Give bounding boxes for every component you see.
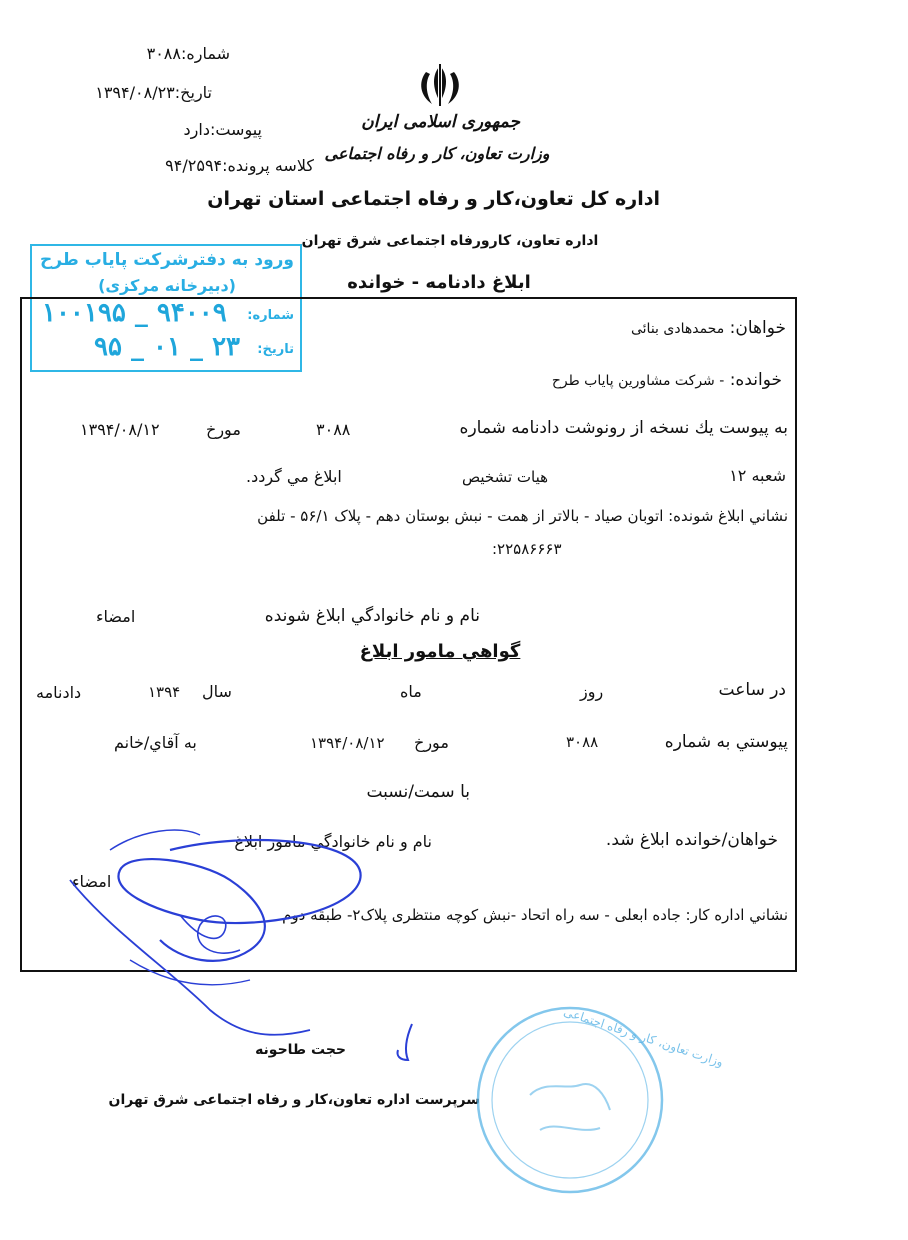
signer-signature-icon <box>390 1020 430 1070</box>
recipient-address: نشاني ابلاغ شونده: اتوبان صیاد - بالاتر از همت - نبش بوستان دهم - پلاک ۵۶/۱ - تلفن <box>257 507 788 525</box>
letter-date <box>60 83 212 102</box>
entry-stamp-number-label: شماره: <box>247 308 294 323</box>
cert-dated: مورخ <box>414 733 449 752</box>
defendant-label: خوانده: <box>729 370 782 390</box>
signer-title: سرپرست اداره تعاون،کار و رفاه اجتماعی شرق تهران <box>108 1092 480 1108</box>
cert-month: ماه <box>400 682 422 701</box>
letter-number-label: شماره: <box>180 44 230 63</box>
iran-emblem-icon <box>412 62 468 108</box>
cert-signature-label: امضاء <box>72 872 112 891</box>
defendant-row <box>440 370 782 390</box>
emblem-text-ministry: وزارت تعاون، کار و رفاه اجتماعی <box>324 144 550 163</box>
cert-position: با سمت/نسبت <box>366 782 470 802</box>
round-stamp-text: وزارت تعاون، کار و رفاه اجتماعی <box>561 1004 726 1070</box>
plaintiff-value: محمدهادی بنائی <box>630 321 725 337</box>
entry-stamp-number-value: ۱۰۰۱۹۵ _ ۹۴۰۰۹ <box>42 298 227 328</box>
verdict-number: ۳۰۸۸ <box>316 420 351 439</box>
branch: شعبه ۱۲ <box>729 466 786 485</box>
cert-day: روز <box>580 682 604 701</box>
recipient-phone: :۲۲۵۸۶۶۶۳ <box>492 540 562 558</box>
letter-attachment-value: دارد <box>183 120 210 139</box>
file-class <box>84 156 314 175</box>
board: هیات تشخیص <box>462 468 549 486</box>
notified-text: ابلاغ مي گردد. <box>246 467 342 486</box>
letter-date-label: تاریخ: <box>174 83 212 102</box>
letter-number-value: ۳۰۸۸ <box>146 44 181 63</box>
entry-stamp-line2: (دبیرخانه مرکزی) <box>98 276 236 295</box>
file-class-label: کلاسه پرونده: <box>222 156 314 175</box>
cert-at-hour: در ساعت <box>718 680 786 700</box>
cert-date: ۱۳۹۴/۰۸/۱۲ <box>310 734 385 752</box>
sub-office-title: اداره تعاون، کارورفاه اجتماعی شرق تهران <box>301 233 599 249</box>
recipient-name-label: نام و نام خانوادگي ابلاغ شونده <box>264 606 480 626</box>
letter-attachment-label: پیوست: <box>209 120 262 139</box>
recipient-signature-label: امضاء <box>96 607 136 626</box>
defendant-value: - شرکت مشاورین پایاب طرح <box>551 373 725 389</box>
letter-date-value: ۱۳۹۴/۰۸/۲۳ <box>95 83 175 102</box>
plaintiff-row <box>490 318 786 338</box>
office-title: اداره کل تعاون،کار و رفاه اجتماعی استان تهران <box>207 188 660 210</box>
cert-parties-notified: خواهان/خوانده ابلاغ شد. <box>605 830 778 850</box>
cert-to-person: به آقاي/خانم <box>114 733 197 752</box>
cert-attached-to-number: پیوستي به شماره <box>664 732 788 752</box>
entry-stamp-date-label: تاریخ: <box>257 342 294 357</box>
office-address: نشاني اداره کار: جاده ابعلی - سه راه اتحاد -نبش کوچه منتظری پلاک۲- طبقه دوم <box>282 906 788 924</box>
dated-label: مورخ <box>206 420 241 439</box>
copy-text: به پیوست یك نسخه از رونوشت دادنامه شماره <box>459 418 788 438</box>
file-class-value: ۹۴/۲۵۹۴ <box>165 156 223 175</box>
plaintiff-label: خواهان: <box>729 318 786 338</box>
officer-signature-icon <box>50 820 380 1050</box>
entry-stamp-line1: ورود به دفترشرکت پایاب طرح <box>39 250 294 270</box>
cert-number: ۳۰۸۸ <box>566 733 599 751</box>
emblem-text-republic: جمهوری اسلامی ایران <box>361 112 520 132</box>
cert-verdict: دادنامه <box>36 683 82 702</box>
verdict-date: ۱۳۹۴/۰۸/۱۲ <box>80 420 160 439</box>
certificate-title: گواهي مامور ابلاغ <box>359 641 521 662</box>
letter-number <box>112 44 230 63</box>
cert-year-value: ۱۳۹۴ <box>148 683 181 701</box>
cert-year-label: سال <box>202 682 232 701</box>
signer-name: حجت طاحونه <box>255 1042 346 1058</box>
entry-stamp-date-value: ۹۵ _ ۰۱ _ ۲۳ <box>94 332 240 362</box>
cert-officer-name: نام و نام خانوادگي مامور ابلاغ <box>234 832 432 851</box>
document-title: ابلاغ دادنامه - خوانده <box>347 272 531 293</box>
letter-attachment <box>110 120 262 139</box>
